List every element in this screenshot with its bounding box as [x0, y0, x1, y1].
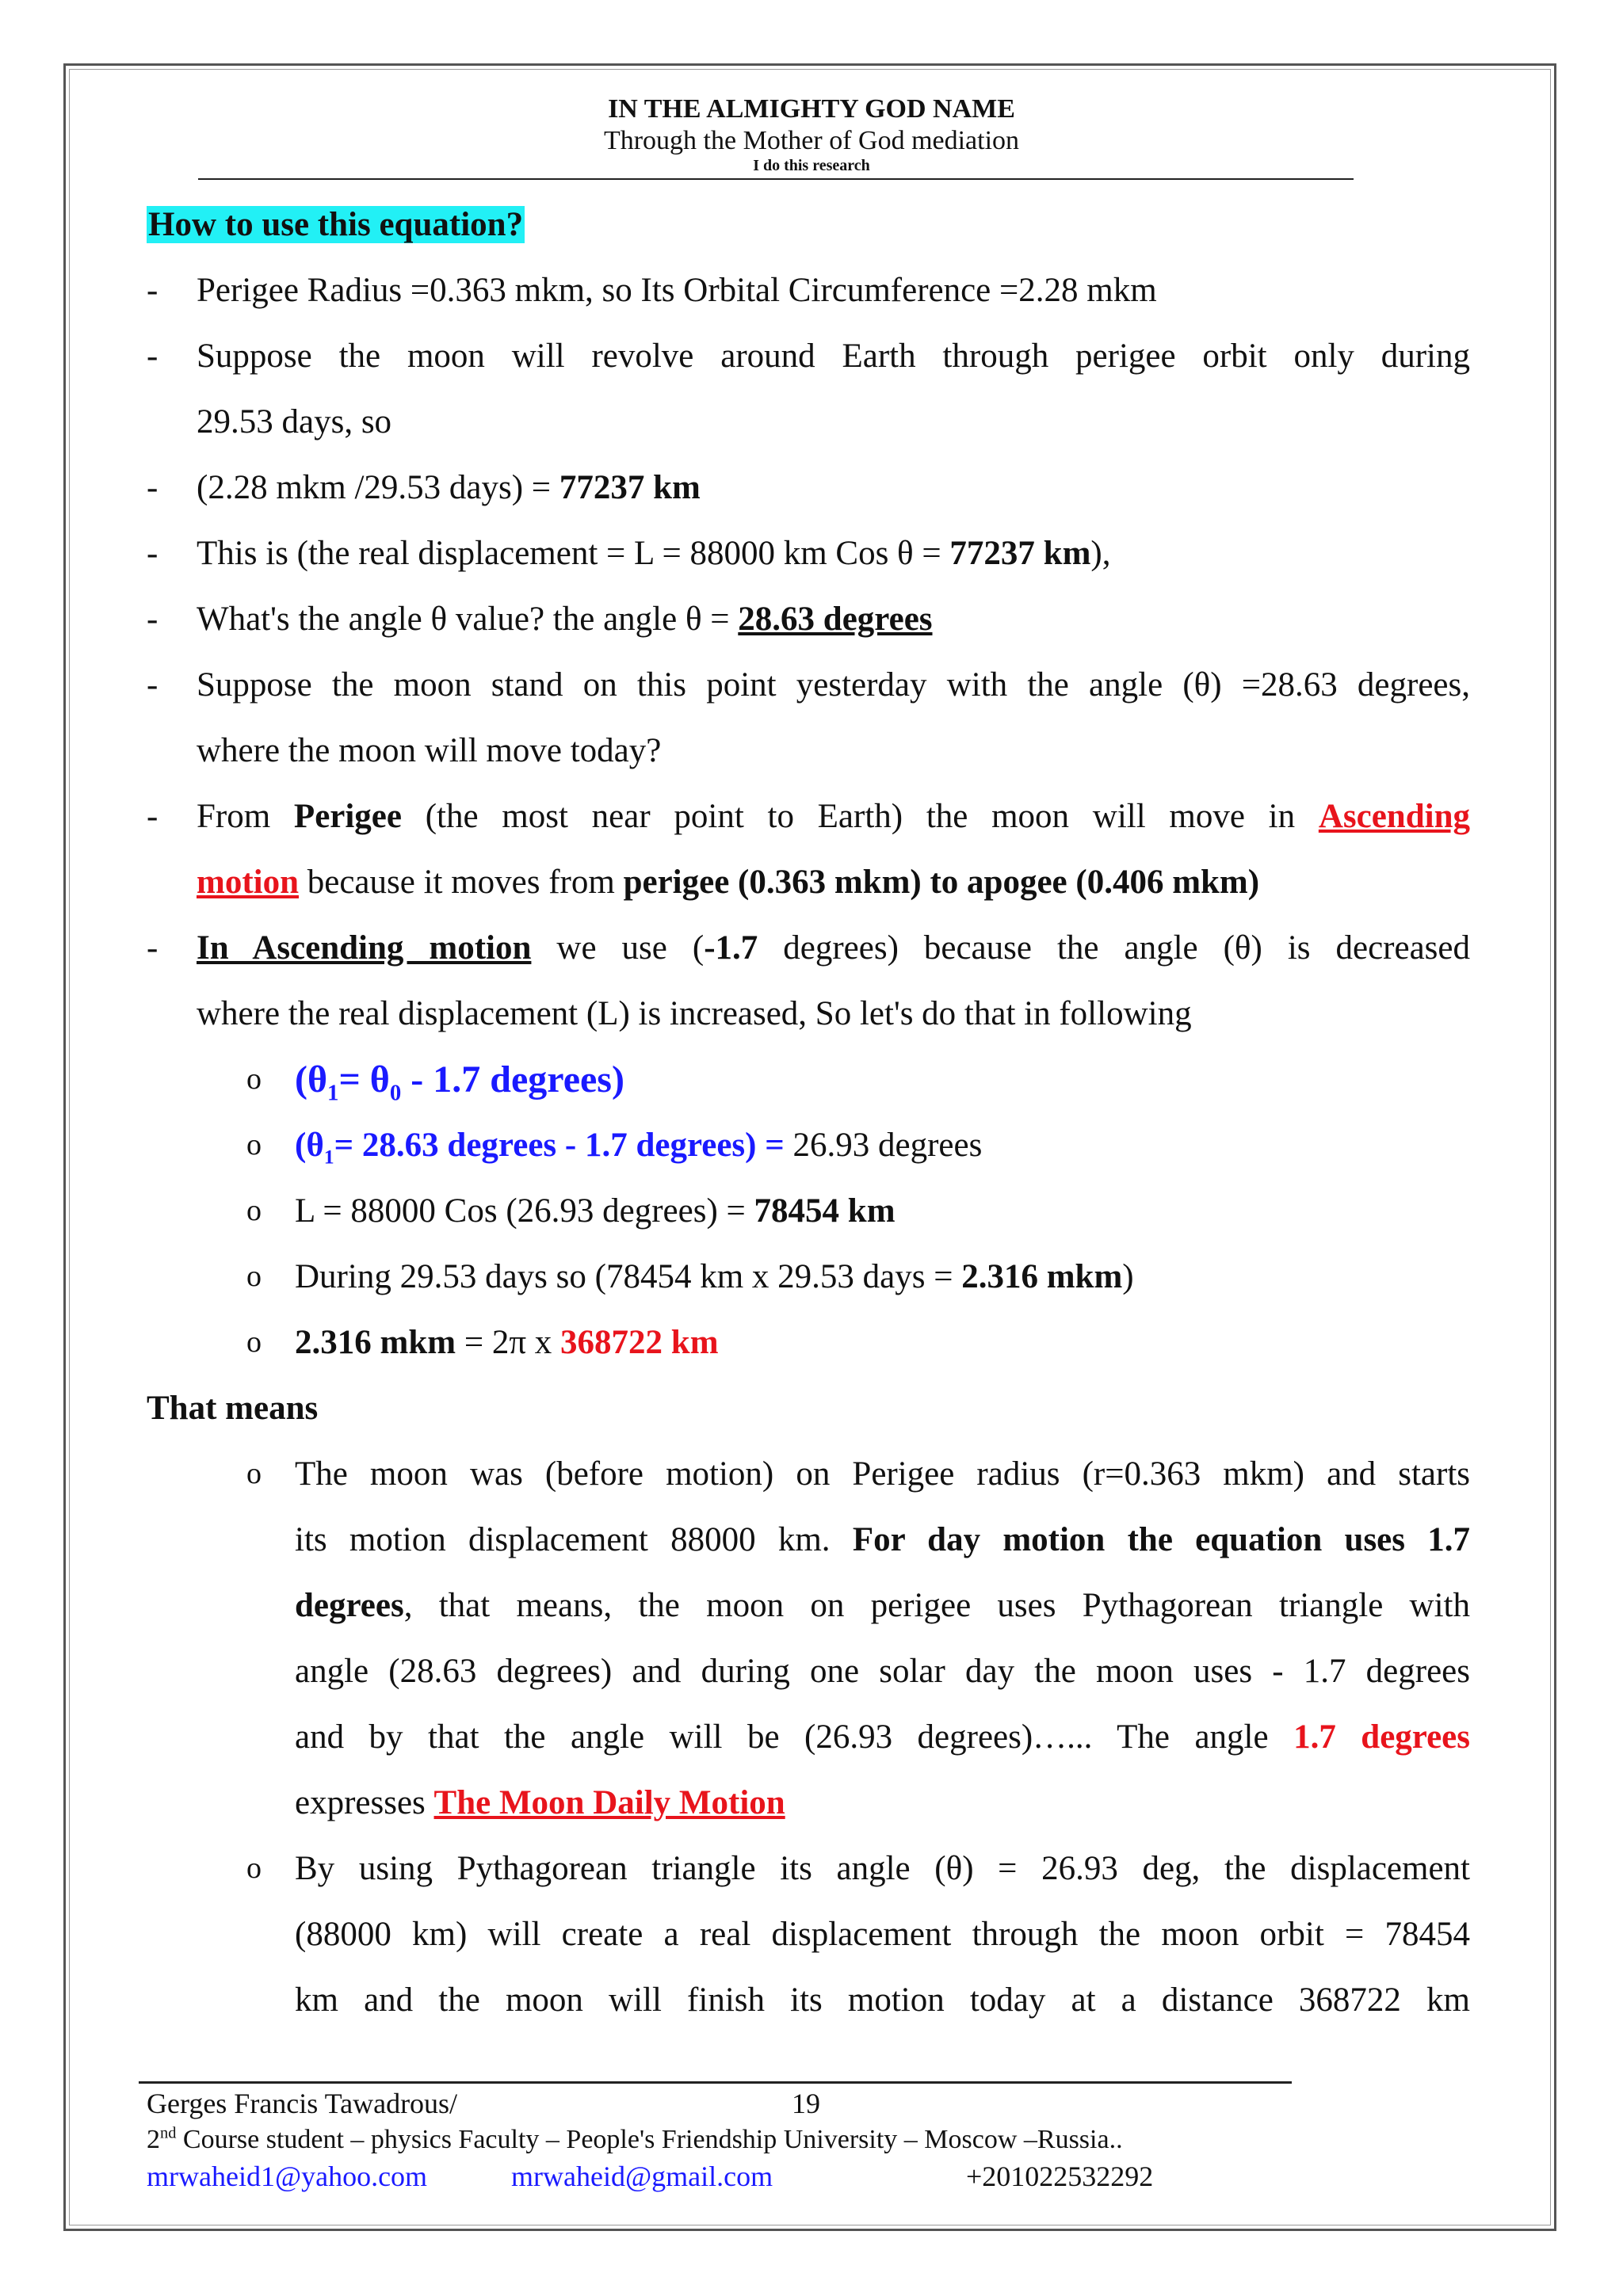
sub-item-continuation — [147, 1573, 1470, 1638]
item-text: L = 88000 Cos (26.93 degrees) = — [295, 1192, 754, 1230]
list-item-continuation — [147, 389, 1470, 455]
footer-contact-line — [147, 2158, 1335, 2195]
sub-item-continuation — [147, 1901, 1470, 1967]
dash-bullet: - — [147, 338, 158, 375]
item-text: From — [197, 798, 294, 835]
item-text: because it moves from — [299, 864, 624, 901]
circle-bullet: o — [246, 1260, 262, 1293]
sub-item-continuation — [147, 1638, 1470, 1704]
email-link-yahoo[interactable]: mrwaheid1@yahoo.com — [147, 2161, 428, 2192]
item-text: angle (28.63 degrees) and during one solar day the moon uses - 1.7 degrees — [295, 1653, 1470, 1690]
item-text: Suppose the moon will revolve around Earth through perigee orbit only during — [197, 338, 1470, 375]
author-name: Gerges Francis Tawadrous/ — [147, 2088, 458, 2119]
equation-result: 78454 km — [754, 1192, 896, 1230]
emphasis-text: For day motion the equation uses 1.7 — [852, 1521, 1471, 1558]
item-text: we use ( — [531, 929, 705, 967]
list-item — [147, 257, 1470, 323]
header-rule — [198, 178, 1354, 180]
equation-result: 26.93 degrees — [792, 1127, 983, 1164]
list-item — [147, 455, 1470, 521]
sub-item — [147, 1836, 1470, 1901]
list-item — [147, 652, 1470, 718]
sub-item-continuation — [147, 1704, 1470, 1770]
item-text: By using Pythagorean triangle its angle (θ) = 26.93 deg, the displacement — [295, 1850, 1470, 1887]
dash-bullet: - — [147, 929, 158, 967]
item-text: What's the angle θ value? the angle θ = — [197, 601, 739, 638]
sub-item — [147, 1244, 1470, 1310]
item-text: (2.28 mkm /29.53 days) = — [197, 469, 559, 506]
section-title: How to use this equation? — [148, 206, 524, 243]
item-text: Suppose the moon stand on this point yesterday with the angle (θ) =28.63 degrees, — [197, 666, 1470, 704]
dash-bullet: - — [147, 601, 158, 638]
item-text: where the real displacement (L) is increased, So let's do that in following — [197, 995, 1192, 1032]
footer-course-line: 2nd Course student – physics Faculty – People's Friendship University – Moscow –Russia.. — [147, 2124, 1123, 2154]
item-text: This is (the real displacement = L = 88000 km Cos θ = — [197, 535, 950, 572]
header-note: I do this research — [753, 157, 870, 174]
circle-bullet: o — [246, 1325, 262, 1359]
item-text: (88000 km) will create a real displacement through the moon orbit = 78454 — [295, 1916, 1470, 1953]
equation-general: ($\theta_1= \theta_0 - 1.7$ degrees) — [295, 1058, 624, 1106]
sub-item-continuation — [147, 1770, 1470, 1836]
item-text: (the most near point to Earth) the moon will move in — [401, 798, 1319, 835]
list-item-continuation — [147, 981, 1470, 1047]
sub-item — [147, 1441, 1470, 1507]
distance-result: 368722 km — [560, 1324, 719, 1361]
page-header — [0, 93, 1623, 174]
sub-item-continuation — [147, 1507, 1470, 1573]
item-text: expresses — [295, 1784, 434, 1821]
footer-rule — [139, 2081, 1292, 2084]
that-means-heading-line — [147, 1375, 1470, 1441]
sub-item-continuation — [147, 1967, 1470, 2033]
ascending-term: Ascending — [1318, 798, 1470, 835]
list-item-continuation — [147, 849, 1470, 915]
moon-daily-motion-term: The Moon Daily Motion — [433, 1784, 785, 1821]
item-text: The moon was (before motion) on Perigee radius (r=0.363 mkm) and starts — [295, 1455, 1470, 1493]
list-item — [147, 521, 1470, 586]
item-text: 2.316 mkm — [295, 1324, 456, 1361]
that-means-heading: That means — [147, 1390, 319, 1427]
item-text: = 2π x — [456, 1324, 561, 1361]
ascending-motion-term: In Ascending motion — [197, 929, 532, 967]
email-link-gmail[interactable]: mrwaheid@gmail.com — [511, 2161, 773, 2192]
circle-bullet: o — [246, 1457, 262, 1490]
item-text: Perigee Radius =0.363 mkm, so Its Orbital Circumference =2.28 mkm — [197, 272, 1157, 309]
document-body — [147, 192, 1470, 2033]
circle-bullet: o — [246, 1194, 262, 1227]
list-item-continuation — [147, 718, 1470, 784]
item-text: degrees) because the angle (θ) is decreased — [758, 929, 1470, 967]
phone-number: +201022532292 — [966, 2161, 1154, 2192]
sub-item — [147, 1112, 1470, 1178]
course-text: Course student – physics Faculty – People's Friendship University – Moscow –Russia.. — [176, 2125, 1123, 2154]
daily-angle: 1.7 degrees — [1293, 1718, 1470, 1756]
perigee-apogee-range: perigee (0.363 mkm) to apogee (0.406 mkm) — [623, 864, 1260, 901]
item-text: its motion displacement 88000 km. — [295, 1521, 853, 1558]
footer-author-line — [147, 2085, 1335, 2122]
circle-bullet: o — [246, 1852, 262, 1885]
page-number: 19 — [792, 2088, 820, 2119]
sub-item — [147, 1178, 1470, 1244]
emphasis-text: degrees — [295, 1587, 404, 1624]
list-item — [147, 784, 1470, 849]
item-text: ) — [1122, 1258, 1134, 1295]
item-result: 77237 km — [949, 535, 1091, 572]
item-text: ), — [1090, 535, 1111, 572]
item-result: 77237 km — [559, 469, 701, 506]
list-item — [147, 586, 1470, 652]
angle-step: -1.7 — [704, 929, 758, 967]
perigee-term: Perigee — [293, 798, 402, 835]
section-title-line — [147, 192, 1470, 257]
dash-bullet: - — [147, 666, 158, 704]
header-title: IN THE ALMIGHTY GOD NAME — [608, 94, 1015, 124]
item-text: , that means, the moon on perigee uses Pythagorean triangle with — [403, 1587, 1470, 1624]
dash-bullet: - — [147, 469, 158, 506]
equation-substituted: ($\theta_1= 28.63$ degrees - 1.7 degrees) = — [295, 1127, 793, 1169]
page-footer — [147, 2085, 1335, 2195]
angle-value: 28.63 degrees — [738, 601, 933, 638]
sub-item — [147, 1310, 1470, 1375]
header-subtitle: Through the Mother of God mediation — [603, 126, 1020, 155]
dash-bullet: - — [147, 535, 158, 572]
ascending-term: motion — [197, 864, 299, 901]
item-text: 29.53 days, so — [197, 403, 392, 441]
sub-item — [147, 1047, 1470, 1112]
item-text: km and the moon will finish its motion today at a distance 368722 km — [295, 1981, 1470, 2019]
list-item — [147, 915, 1470, 981]
equation-result: 2.316 mkm — [961, 1258, 1123, 1295]
item-text: where the moon will move today? — [197, 732, 662, 769]
dash-bullet: - — [147, 798, 158, 835]
item-text: During 29.53 days so (78454 km x 29.53 days = — [295, 1258, 962, 1295]
item-text: and by that the angle will be (26.93 degrees)…... The angle — [295, 1718, 1294, 1756]
circle-bullet: o — [246, 1128, 262, 1161]
dash-bullet: - — [147, 272, 158, 309]
list-item — [147, 323, 1470, 389]
circle-bullet: o — [246, 1062, 262, 1096]
